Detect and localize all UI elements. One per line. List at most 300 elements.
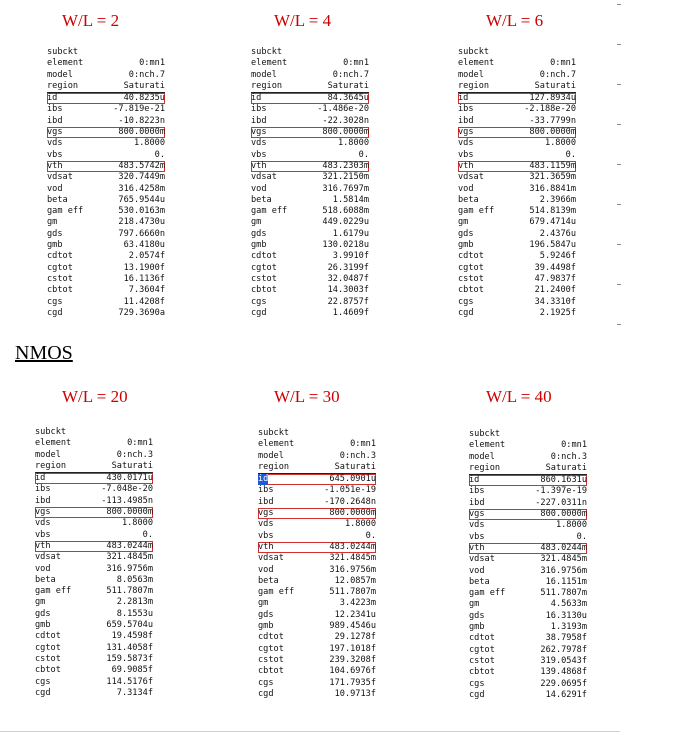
param-name: model — [258, 450, 284, 461]
param-row-region — [458, 81, 576, 93]
param-value: -170.2648n — [324, 496, 376, 507]
operating-point-panel — [35, 427, 153, 699]
param-value: 0:nch.3 — [339, 450, 376, 461]
param-row-vth — [458, 161, 576, 172]
param-value: 321.3659m — [529, 172, 576, 183]
param-row-cgtot — [258, 644, 376, 655]
param-value: 69.9085f — [111, 665, 153, 676]
param-value: 16.1136f — [123, 273, 165, 284]
param-name: id — [469, 475, 480, 486]
param-row-cdtot — [458, 251, 576, 262]
param-value: Saturati — [111, 460, 153, 471]
param-row-element — [469, 440, 587, 451]
param-name: cbtot — [458, 285, 484, 296]
operating-point-panel — [458, 47, 576, 319]
param-name: cbtot — [258, 666, 284, 677]
param-name: vdsat — [47, 172, 73, 183]
param-value: 1.8000 — [555, 520, 587, 531]
param-name: ibd — [47, 115, 63, 126]
param-row-cgd — [47, 308, 165, 319]
param-value: -1.051e-19 — [324, 485, 376, 496]
param-row-cdtot — [251, 251, 369, 262]
param-name: region — [458, 80, 490, 91]
param-row-ibs — [47, 104, 165, 115]
param-row-subckt — [35, 427, 153, 438]
param-row-gam-eff — [35, 586, 153, 597]
param-row-cgs — [258, 678, 376, 689]
param-row-cgs — [251, 297, 369, 308]
param-name: cdtot — [35, 631, 61, 642]
param-value: 1.4609f — [332, 307, 369, 318]
param-value: 0:nch.3 — [116, 449, 153, 460]
param-value: 530.0163m — [118, 206, 165, 217]
param-name: vod — [35, 563, 51, 574]
param-row-vgs — [47, 127, 165, 138]
param-value: -1.397e-19 — [535, 486, 587, 497]
param-name: vod — [458, 183, 474, 194]
param-name: cgs — [251, 296, 267, 307]
param-value: 0:nch.3 — [550, 451, 587, 462]
param-value: 34.3310f — [534, 296, 576, 307]
param-name: ibd — [35, 495, 51, 506]
param-name: region — [35, 460, 67, 471]
param-row-vds — [469, 520, 587, 531]
param-name: vdsat — [469, 554, 495, 565]
param-value: 7.3604f — [128, 285, 165, 296]
param-value: 159.5873f — [106, 653, 153, 664]
param-row-gds — [251, 229, 369, 240]
param-row-beta — [251, 195, 369, 206]
param-value: 131.4058f — [106, 642, 153, 653]
param-name: subckt — [47, 47, 79, 57]
param-name: region — [469, 462, 501, 473]
param-name: vth — [47, 160, 63, 171]
param-value: 1.8000 — [133, 138, 165, 149]
param-value: 800.0000m — [540, 509, 587, 520]
param-row-ibd — [458, 116, 576, 127]
param-value: 1.3193m — [550, 622, 587, 633]
margin-tick — [617, 164, 621, 165]
param-value: 729.3690a — [118, 307, 165, 318]
param-name: vds — [47, 138, 63, 149]
param-row-cgs — [469, 679, 587, 690]
param-name: element — [35, 438, 72, 449]
param-name: cgtot — [258, 643, 284, 654]
param-name: gm — [35, 597, 46, 608]
param-value: 16.1151m — [545, 576, 587, 587]
param-name: ibd — [258, 496, 274, 507]
param-row-gds — [258, 610, 376, 621]
param-value: 0. — [358, 149, 369, 160]
param-name: element — [251, 58, 288, 69]
param-value: 3.4223m — [339, 598, 376, 609]
wl-title-5: W/L = 30 — [274, 387, 340, 406]
param-value: 130.0218u — [322, 240, 369, 251]
param-name: ibd — [458, 115, 474, 126]
param-row-cstot — [469, 656, 587, 667]
param-value: 29.1278f — [334, 632, 376, 643]
margin-tick — [617, 244, 621, 245]
param-value: 430.0171u — [106, 473, 153, 484]
param-row-beta — [458, 195, 576, 206]
param-value: 0. — [142, 529, 153, 540]
param-name: cgtot — [47, 262, 73, 273]
param-row-vbs — [47, 150, 165, 161]
param-row-vds — [258, 519, 376, 530]
param-value: 196.5847u — [529, 240, 576, 251]
param-name: vbs — [35, 529, 51, 540]
param-name: gds — [35, 608, 51, 619]
param-name: ibd — [251, 115, 267, 126]
param-name: cdtot — [47, 251, 73, 262]
param-name: ibs — [258, 485, 274, 496]
param-row-region — [469, 463, 587, 475]
param-row-vgs — [458, 127, 576, 138]
param-row-gm — [258, 598, 376, 609]
param-name: gds — [469, 610, 485, 621]
param-name: cgtot — [469, 644, 495, 655]
param-value: 765.9544u — [118, 194, 165, 205]
param-name: cgd — [35, 687, 51, 698]
param-name: ibs — [35, 484, 51, 495]
param-row-vbs — [251, 150, 369, 161]
param-value: 40.8235u — [123, 93, 165, 104]
wl-title-6: W/L = 40 — [486, 387, 552, 406]
param-name: cstot — [258, 654, 284, 665]
param-name: region — [47, 80, 79, 91]
wl-title-2: W/L = 4 — [274, 11, 332, 30]
param-value: 800.0000m — [529, 127, 576, 138]
param-value: 2.4376u — [539, 228, 576, 239]
param-value: 139.4868f — [540, 667, 587, 678]
param-value: 218.4730u — [118, 217, 165, 228]
param-value: 47.9837f — [534, 273, 576, 284]
param-name: ibs — [251, 104, 267, 115]
param-name: ibs — [47, 104, 63, 115]
param-value: 1.8000 — [121, 518, 153, 529]
param-value: -227.0311n — [535, 497, 587, 508]
param-name: vbs — [258, 530, 274, 541]
param-name: cstot — [458, 273, 484, 284]
param-row-cgd — [258, 689, 376, 700]
param-value: 4.5633m — [550, 599, 587, 610]
param-name: vbs — [469, 531, 485, 542]
param-value: 1.5814m — [332, 194, 369, 205]
param-value: -10.8223n — [118, 115, 165, 126]
param-row-element — [35, 438, 153, 449]
param-row-gds — [47, 229, 165, 240]
param-row-vbs — [258, 531, 376, 542]
param-row-cgd — [458, 308, 576, 319]
param-name: gm — [258, 598, 269, 609]
param-value: Saturati — [534, 80, 576, 91]
param-row-vdsat — [35, 552, 153, 563]
param-value: 11.4208f — [123, 296, 165, 307]
param-name: cgs — [35, 676, 51, 687]
param-row-vod — [35, 564, 153, 575]
param-row-gm — [47, 217, 165, 228]
param-row-element — [458, 58, 576, 69]
param-row-gmb — [47, 240, 165, 251]
param-value: 511.7807m — [106, 586, 153, 597]
param-row-gmb — [251, 240, 369, 251]
param-row-gmb — [469, 622, 587, 633]
param-value: 21.2400f — [534, 285, 576, 296]
param-row-beta — [47, 195, 165, 206]
param-value: 659.5704u — [106, 620, 153, 631]
param-value: 1.8000 — [344, 519, 376, 530]
param-value: 0:mn1 — [139, 58, 165, 69]
param-name: cdtot — [458, 251, 484, 262]
operating-point-panel — [47, 47, 165, 319]
param-name: beta — [47, 194, 68, 205]
param-value: 63.4180u — [123, 240, 165, 251]
param-name: vod — [469, 565, 485, 576]
param-name: gds — [458, 228, 474, 239]
param-name: gm — [251, 217, 262, 228]
param-row-id — [47, 93, 165, 104]
param-name: gds — [251, 228, 267, 239]
param-value: 511.7807m — [540, 588, 587, 599]
param-row-cstot — [258, 655, 376, 666]
param-value: 483.1159m — [529, 160, 576, 171]
param-value: 26.3199f — [327, 262, 369, 273]
param-name: id — [258, 474, 269, 485]
param-row-cgtot — [35, 643, 153, 654]
param-row-ibs — [458, 104, 576, 115]
param-value: 989.4546u — [329, 621, 376, 632]
param-value: 171.7935f — [329, 677, 376, 688]
param-name: beta — [258, 575, 279, 586]
param-row-vth — [469, 543, 587, 554]
param-row-id — [251, 93, 369, 104]
param-value: -7.048e-20 — [101, 484, 153, 495]
param-row-cbtot — [47, 285, 165, 296]
wl-title-1: W/L = 2 — [62, 11, 120, 30]
section-label-nmos: NMOS — [15, 342, 73, 364]
param-name: subckt — [35, 427, 67, 437]
param-value: 32.0487f — [327, 273, 369, 284]
param-row-vth — [35, 541, 153, 552]
param-name: subckt — [458, 47, 490, 57]
param-value: 483.0244m — [106, 540, 153, 551]
param-value: 0:mn1 — [127, 438, 153, 449]
param-row-cgtot — [469, 645, 587, 656]
param-name: gm — [469, 599, 480, 610]
operating-point-panel — [469, 429, 587, 701]
param-row-cdtot — [258, 632, 376, 643]
param-row-id — [469, 475, 587, 486]
param-row-vds — [458, 138, 576, 149]
param-name: vth — [458, 160, 474, 171]
param-value: 3.9910f — [332, 251, 369, 262]
wl-title-4: W/L = 20 — [62, 387, 128, 406]
param-name: ibs — [458, 104, 474, 115]
param-row-model — [258, 451, 376, 462]
param-row-gmb — [458, 240, 576, 251]
param-row-vbs — [458, 150, 576, 161]
param-name: subckt — [258, 428, 290, 438]
param-name: vdsat — [251, 172, 277, 183]
margin-tick — [617, 4, 621, 5]
param-value: 22.8757f — [327, 296, 369, 307]
param-row-vdsat — [251, 172, 369, 183]
param-row-gam-eff — [458, 206, 576, 217]
param-value: 14.3003f — [327, 285, 369, 296]
param-row-gam-eff — [251, 206, 369, 217]
param-name: id — [251, 93, 262, 104]
param-name: cgs — [469, 678, 485, 689]
param-value: 800.0000m — [329, 508, 376, 519]
param-name: gm — [47, 217, 58, 228]
param-value: 1.8000 — [544, 138, 576, 149]
param-name: cgd — [458, 307, 474, 318]
param-row-ibs — [35, 484, 153, 495]
param-row-vgs — [251, 127, 369, 138]
param-name: cgtot — [458, 262, 484, 273]
param-row-ibd — [251, 116, 369, 127]
param-row-vod — [258, 565, 376, 576]
param-row-model — [469, 452, 587, 463]
param-value: 13.1900f — [123, 262, 165, 273]
param-value: -7.819e-21 — [113, 104, 165, 115]
param-row-vth — [47, 161, 165, 172]
param-row-gm — [35, 597, 153, 608]
param-row-cstot — [35, 654, 153, 665]
param-row-cgd — [35, 688, 153, 699]
param-row-vdsat — [469, 554, 587, 565]
param-row-ibs — [251, 104, 369, 115]
param-value: 321.4845m — [329, 553, 376, 564]
param-row-subckt — [251, 47, 369, 58]
param-row-gmb — [258, 621, 376, 632]
param-name: beta — [458, 194, 479, 205]
param-name: vds — [35, 518, 51, 529]
param-row-model — [251, 70, 369, 81]
param-value: 679.4714u — [529, 217, 576, 228]
param-value: 316.9756m — [540, 565, 587, 576]
param-row-cgs — [47, 297, 165, 308]
param-row-gds — [35, 609, 153, 620]
param-name: cstot — [251, 273, 277, 284]
param-name: cbtot — [47, 285, 73, 296]
param-value: Saturati — [334, 461, 376, 472]
param-value: 0:nch.7 — [128, 69, 165, 80]
operating-point-panel — [251, 47, 369, 319]
param-row-vdsat — [47, 172, 165, 183]
param-name: cdtot — [258, 632, 284, 643]
param-value: 84.3645u — [327, 93, 369, 104]
param-value: 16.3130u — [545, 610, 587, 621]
param-value: 316.4258m — [118, 183, 165, 194]
param-row-subckt — [469, 429, 587, 440]
param-row-vod — [458, 184, 576, 195]
param-name: ibs — [469, 486, 485, 497]
param-name: element — [458, 58, 495, 69]
param-value: 514.8139m — [529, 206, 576, 217]
param-value: -1.486e-20 — [317, 104, 369, 115]
param-name: element — [469, 440, 506, 451]
param-name: vds — [469, 520, 485, 531]
param-name: element — [47, 58, 84, 69]
margin-tick — [617, 44, 621, 45]
param-row-vgs — [258, 508, 376, 519]
param-row-beta — [35, 575, 153, 586]
param-row-cgtot — [458, 263, 576, 274]
param-name: vth — [469, 542, 485, 553]
param-value: -113.4985n — [101, 495, 153, 506]
param-name: vgs — [47, 127, 63, 138]
param-name: cgd — [47, 307, 63, 318]
param-value: 1.6179u — [332, 228, 369, 239]
param-name: vod — [258, 564, 274, 575]
param-row-element — [47, 58, 165, 69]
param-name: gam eff — [35, 586, 72, 597]
param-name: vth — [35, 540, 51, 551]
margin-tick — [617, 284, 621, 285]
param-name: subckt — [251, 47, 283, 57]
param-name: vds — [458, 138, 474, 149]
param-name: vgs — [458, 127, 474, 138]
param-name: vbs — [251, 149, 267, 160]
param-value: 483.2303m — [322, 160, 369, 171]
param-row-vdsat — [458, 172, 576, 183]
param-row-cdtot — [35, 631, 153, 642]
param-row-gam-eff — [258, 587, 376, 598]
param-name: gam eff — [469, 588, 506, 599]
param-row-cgs — [458, 297, 576, 308]
param-value: 511.7807m — [329, 587, 376, 598]
param-row-id — [258, 474, 376, 485]
param-row-vth — [258, 542, 376, 553]
param-value: -22.3028n — [322, 115, 369, 126]
param-name: gds — [47, 228, 63, 239]
param-row-region — [35, 461, 153, 473]
param-row-ibd — [258, 497, 376, 508]
margin-tick — [617, 84, 621, 85]
param-value: 483.0244m — [540, 542, 587, 553]
param-row-vth — [251, 161, 369, 172]
param-value: 114.5176f — [106, 676, 153, 687]
param-row-vod — [469, 566, 587, 577]
param-value: 645.0901u — [329, 474, 376, 485]
param-name: gam eff — [458, 206, 495, 217]
margin-tick — [617, 204, 621, 205]
param-row-id — [35, 473, 153, 484]
operating-point-panel — [258, 428, 376, 700]
param-row-gds — [469, 611, 587, 622]
param-row-cbtot — [251, 285, 369, 296]
param-value: 2.0574f — [128, 251, 165, 262]
param-name: ibd — [469, 497, 485, 508]
param-name: cbtot — [35, 665, 61, 676]
param-value: 7.3134f — [116, 687, 153, 698]
param-value: 0:mn1 — [343, 58, 369, 69]
param-name: gmb — [458, 240, 474, 251]
param-name: gmb — [469, 622, 485, 633]
param-value: 239.3208f — [329, 654, 376, 665]
param-name: vds — [251, 138, 267, 149]
param-name: vbs — [458, 149, 474, 160]
wl-title-3: W/L = 6 — [486, 11, 544, 30]
param-row-vbs — [469, 532, 587, 543]
param-row-id — [458, 93, 576, 104]
param-value: 321.4845m — [540, 554, 587, 565]
param-value: 8.1553u — [116, 608, 153, 619]
param-value: 483.5742m — [118, 160, 165, 171]
param-value: 5.9246f — [539, 251, 576, 262]
param-value: 0. — [365, 530, 376, 541]
